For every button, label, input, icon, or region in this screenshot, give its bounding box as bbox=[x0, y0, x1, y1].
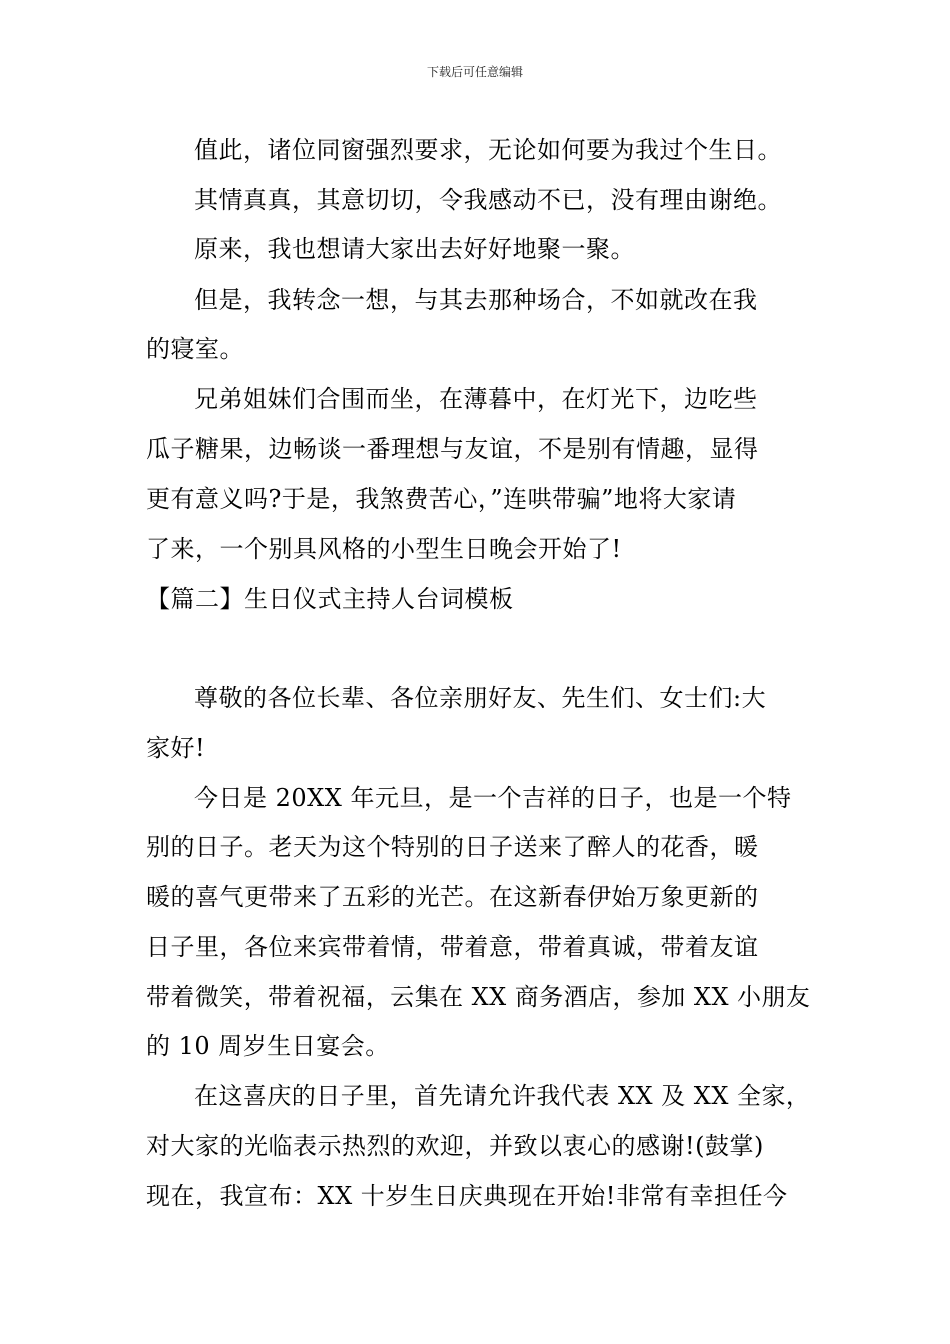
body-line: 尊敬的各位长辈、各位亲朋好友、先生们、女士们:大 bbox=[194, 684, 767, 712]
section-heading: 【篇二】生日仪式主持人台词模板 bbox=[146, 585, 514, 613]
body-line: 对大家的光临表示热烈的欢迎，并致以衷心的感谢!(鼓掌) bbox=[146, 1132, 764, 1160]
body-line: 原来，我也想请大家出去好好地聚一聚。 bbox=[194, 235, 635, 263]
body-line: 兄弟姐妹们合围而坐，在薄暮中，在灯光下，边吃些 bbox=[194, 385, 758, 413]
body-line: 家好! bbox=[146, 734, 206, 762]
body-line: 暖的喜气更带来了五彩的光芒。在这新春伊始万象更新的 bbox=[146, 883, 759, 911]
page-header: 下载后可任意编辑 bbox=[426, 65, 523, 79]
body-line: 带着微笑，带着祝福，云集在 XX 商务酒店，参加 XX 小朋友 bbox=[146, 983, 811, 1011]
body-line: 在这喜庆的日子里，首先请允许我代表 XX 及 XX 全家， bbox=[194, 1082, 811, 1110]
body-line: 别的日子。老天为这个特别的日子送来了醉人的花香，暖 bbox=[146, 833, 759, 861]
body-line: 现在，我宣布：XX 十岁生日庆典现在开始!非常有幸担任今 bbox=[146, 1182, 788, 1210]
body-line: 今日是 20XX 年元旦，是一个吉祥的日子，也是一个特 bbox=[194, 784, 792, 812]
body-line: 值此，诸位同窗强烈要求，无论如何要为我过个生日。 bbox=[194, 136, 782, 164]
body-line: 更有意义吗?于是，我煞费苦心，”连哄带骗”地将大家请 bbox=[146, 485, 737, 513]
body-line: 了来，一个别具风格的小型生日晚会开始了! bbox=[146, 535, 622, 563]
body-line: 的寝室。 bbox=[146, 335, 244, 363]
body-line: 瓜子糖果，边畅谈一番理想与友谊，不是别有情趣，显得 bbox=[146, 435, 759, 463]
body-line: 但是，我转念一想，与其去那种场合，不如就改在我 bbox=[194, 286, 758, 314]
body-line: 的 10 周岁生日宴会。 bbox=[146, 1032, 390, 1060]
body-line: 日子里，各位来宾带着情，带着意，带着真诚，带着友谊 bbox=[146, 933, 759, 961]
body-line: 其情真真，其意切切，令我感动不已，没有理由谢绝。 bbox=[194, 186, 782, 214]
